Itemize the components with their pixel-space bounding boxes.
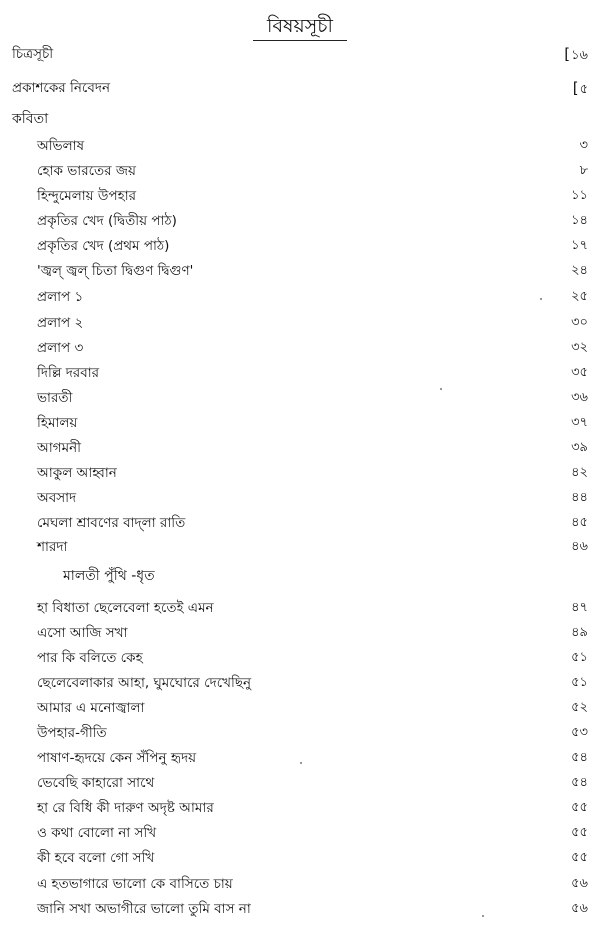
toc-entry-title: এসো আজি সখা [37, 625, 128, 641]
toc-entry-page: ৫৫ [571, 825, 588, 840]
toc-entry-title: দিল্লি দরবার [37, 365, 100, 381]
toc-entry [0, 336, 600, 360]
toc-entry [0, 285, 600, 309]
page-bracket: [ [564, 45, 571, 63]
toc-entry-title: প্রকাশকের নিবেদন [12, 80, 111, 96]
toc-entry-page: ৪৪ [571, 490, 588, 505]
toc-entry-page [564, 42, 588, 68]
toc-entry-title: উপহার-গীতি [37, 725, 107, 741]
scan-speck [482, 915, 484, 917]
page-number: ১৬ [571, 48, 588, 63]
toc-entry [0, 746, 600, 770]
toc-entry-page: ৫৩ [571, 725, 588, 740]
toc-entry-page: ৩৬ [571, 390, 588, 405]
subsection-heading-row [0, 564, 600, 588]
toc-entry [0, 671, 600, 695]
toc-entry-page: ১৪ [571, 213, 588, 228]
toc-entry [0, 361, 600, 385]
toc-entry-title: হিন্দুমেলায় উপহার [37, 188, 137, 204]
toc-entry-title: হোক ভারতের জয় [37, 163, 136, 179]
toc-entry [0, 436, 600, 460]
toc-entry-title: অভিলাষ [37, 138, 85, 154]
toc-entry-page: ৩০ [571, 315, 588, 330]
toc-entry-page: ৩২ [571, 340, 588, 355]
toc-entry-page: ২৫ [571, 289, 588, 304]
toc-entry-page: ৩৫ [571, 365, 588, 380]
toc-entry-page: ২৪ [571, 263, 588, 278]
toc-entry [0, 621, 600, 645]
toc-entry-title: প্রলাপ ২ [37, 315, 84, 331]
toc-entry-title: প্রকৃতির খেদ (দ্বিতীয় পাঠ) [37, 213, 177, 229]
toc-entry-page: ৫৫ [571, 850, 588, 865]
toc-entry [0, 486, 600, 510]
toc-entry-page: ৫৬ [571, 901, 588, 916]
toc-entry [0, 461, 600, 485]
toc-entry-title: ও কথা বোলো না সখি [37, 825, 157, 841]
toc-entry-title: ভেবেছি কাহারো সাথে [37, 775, 155, 791]
toc-entry [0, 796, 600, 820]
toc-entry-page: ৩৯ [571, 440, 588, 455]
toc-entry-title: হা রে বিধি কী দারুণ অদৃষ্ট আমার [37, 800, 214, 816]
toc-entry-front [0, 76, 600, 100]
toc-entry-title: প্রলাপ ৩ [37, 340, 84, 356]
toc-entry-page: ৫৬ [571, 876, 588, 891]
toc-entry-page: ৪৭ [571, 600, 588, 615]
page-title: বিষয়সূচী [267, 15, 333, 37]
toc-entry-page: ৫১ [571, 650, 588, 665]
title-underline [253, 40, 347, 41]
toc-entry-page: ৫৪ [571, 750, 588, 765]
toc-entry [0, 696, 600, 720]
section-heading-row [0, 107, 600, 131]
toc-entry-front [0, 42, 600, 66]
toc-entry [0, 411, 600, 435]
toc-entry-title: এ হতভাগারে ভালো কে বাসিতে চায় [37, 876, 233, 892]
toc-entry-title: প্রলাপ ১ [37, 289, 84, 305]
toc-entry [0, 511, 600, 535]
toc-entry [0, 386, 600, 410]
scan-speck [540, 298, 542, 300]
toc-entry-title: ভারতী [37, 390, 73, 406]
toc-entry-title: অবসাদ [37, 490, 77, 506]
toc-entry [0, 821, 600, 845]
section-heading: কবিতা [12, 111, 49, 127]
toc-entry-page: ৩৭ [571, 415, 588, 430]
toc-entry-title: কী হবে বলো গো সখি [37, 850, 155, 866]
toc-entry-page: ৪৬ [571, 539, 588, 554]
toc-entry [0, 535, 600, 559]
toc-entry [0, 897, 600, 921]
toc-entry-page: ৫৪ [571, 775, 588, 790]
toc-entry-title: শারদা [37, 539, 68, 555]
toc-entry [0, 646, 600, 670]
toc-entry-title: আগমনী [37, 440, 82, 456]
toc-entry-title: পাষাণ-হৃদয়ে কেন সঁপিনু হৃদয় [37, 750, 197, 766]
toc-entry-page: ৪৫ [571, 515, 588, 530]
toc-entry-page: ৪২ [571, 465, 588, 480]
toc-entry-title: 'জ্বল্ জ্বল্ চিতা দ্বিগুণ দ্বিগুণ' [37, 263, 194, 279]
toc-entry-page: ৮ [579, 163, 588, 178]
toc-entry [0, 596, 600, 620]
toc-entry [0, 721, 600, 745]
toc-entry [0, 846, 600, 870]
toc-entry-page: ১৭ [571, 238, 588, 253]
toc-entry [0, 134, 600, 158]
toc-entry-page: ৪৯ [571, 625, 588, 640]
toc-entry-title: ছেলেবেলাকার আহা, ঘুমঘোরে দেখেছিনু [37, 675, 252, 691]
scan-speck [440, 388, 442, 390]
toc-entry-title: আকুল আহ্বান [37, 465, 117, 481]
toc-entry-page: ৫২ [571, 700, 588, 715]
toc-entry [0, 771, 600, 795]
toc-entry [0, 259, 600, 283]
toc-entry [0, 234, 600, 258]
toc-entry-title: পার কি বলিতে কেহ [37, 650, 143, 666]
toc-entry-title: আমার এ মনোজ্বালা [37, 700, 145, 716]
page-number: ৫ [579, 82, 588, 97]
toc-entry-page [573, 76, 588, 102]
toc-entry-page: ৫১ [571, 675, 588, 690]
toc-entry [0, 209, 600, 233]
toc-entry [0, 184, 600, 208]
toc-entry-title: চিত্রসূচী [12, 46, 54, 62]
toc-entry-title: জানি সখা অভাগীরে ভালো তুমি বাস না [37, 901, 251, 917]
page-bracket: [ [572, 79, 579, 97]
toc-entry-title: মেঘলা শ্রাবণের বাদ্‌লা রাতি [37, 515, 186, 531]
toc-entry-page: ৫৫ [571, 800, 588, 815]
toc-entry-page: ১১ [571, 188, 588, 203]
subsection-heading: মালতী পুঁথি -ধৃত [63, 568, 155, 584]
toc-entry-title: হিমালয় [37, 415, 78, 431]
scan-speck [300, 762, 302, 764]
toc-entry [0, 872, 600, 896]
toc-entry [0, 159, 600, 183]
toc-entry-title: হা বিধাতা ছেলেবেলা হতেই এমন [37, 600, 214, 616]
toc-entry [0, 311, 600, 335]
toc-entry-page: ৩ [579, 138, 588, 153]
toc-entry-title: প্রকৃতির খেদ (প্রথম পাঠ) [37, 238, 170, 254]
